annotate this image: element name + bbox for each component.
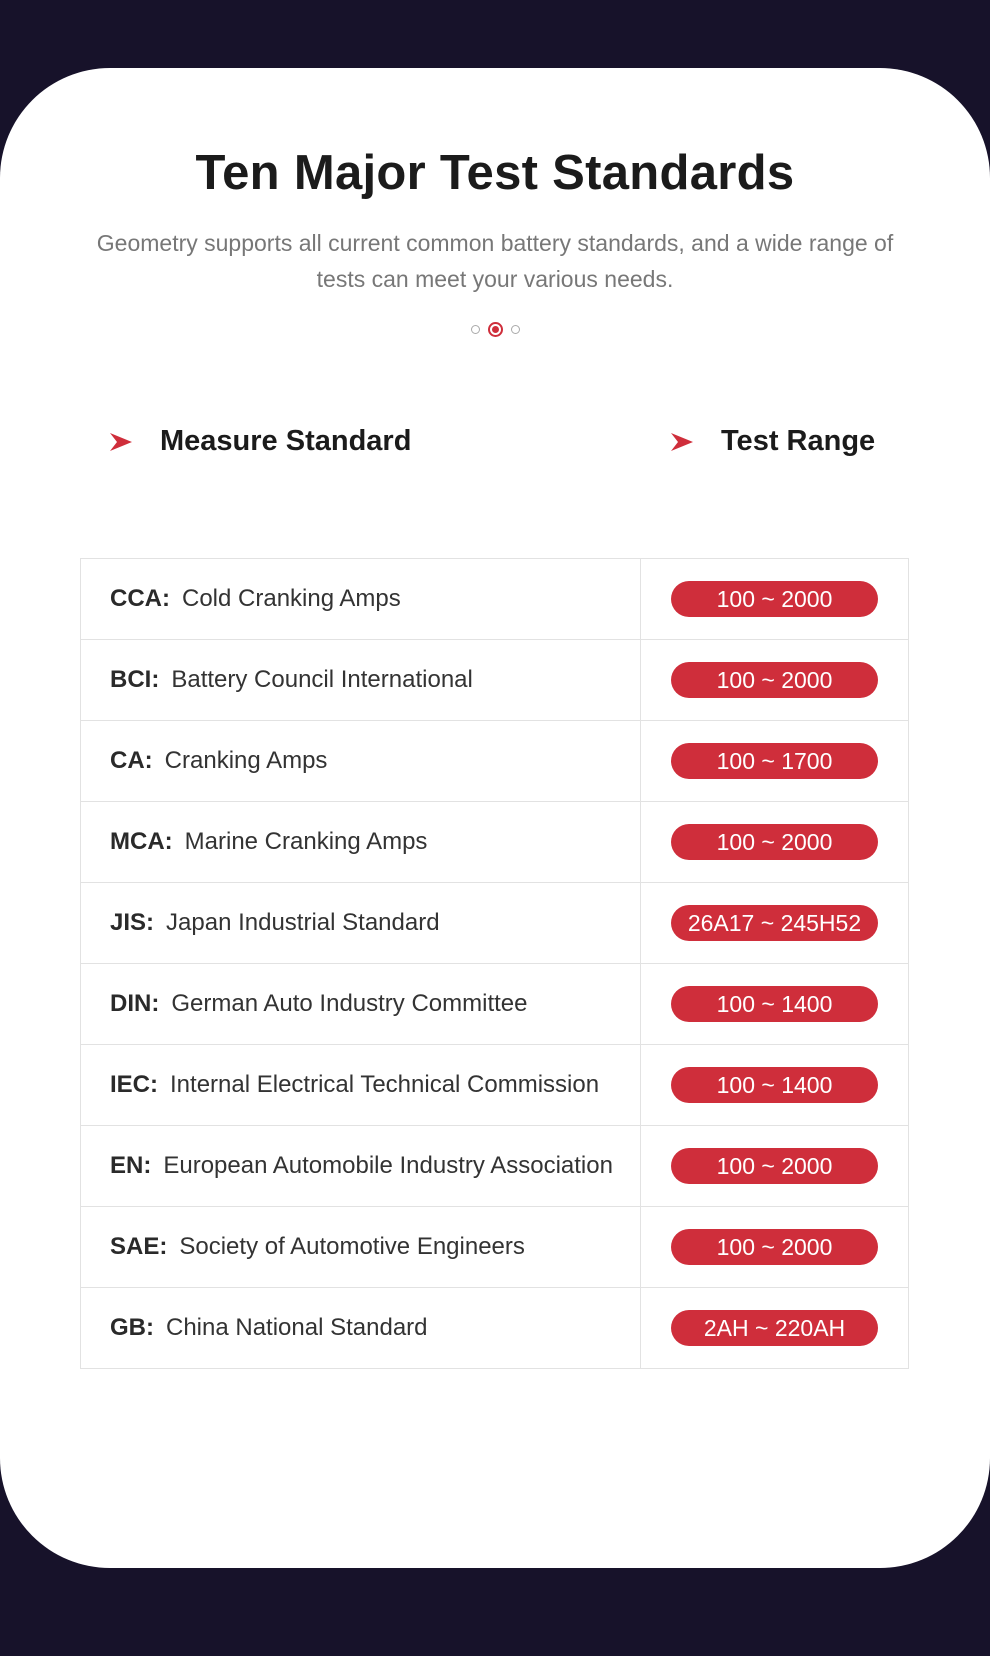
standard-name: China National Standard <box>166 1314 428 1341</box>
standard-abbr: IEC <box>110 1071 151 1098</box>
standard-cell <box>81 721 641 801</box>
range-cell <box>641 721 908 801</box>
standards-table <box>80 558 909 1369</box>
standard-cell <box>81 1288 641 1368</box>
table-row <box>81 1288 908 1368</box>
range-cell <box>641 1045 908 1125</box>
standard-cell <box>81 1045 641 1125</box>
standard-abbr: JIS <box>110 909 147 936</box>
range-badge: 100 ~ 2000 <box>671 1148 878 1184</box>
page-title: Ten Major Test Standards <box>195 146 795 200</box>
standard-cell <box>81 559 641 639</box>
range-cell <box>641 802 908 882</box>
separator: : <box>143 1152 152 1179</box>
table-row <box>81 640 908 721</box>
pagination-dot-3[interactable] <box>511 325 520 334</box>
standard-cell <box>81 640 641 720</box>
range-cell <box>641 1126 908 1206</box>
table-row <box>81 1126 908 1207</box>
standard-abbr: MCA <box>110 828 165 855</box>
range-badge: 100 ~ 2000 <box>671 1229 878 1265</box>
pagination-dot-1[interactable] <box>471 325 480 334</box>
separator: : <box>146 1314 154 1341</box>
standard-name: Internal Electrical Technical Commission <box>170 1071 600 1098</box>
arrow-right-icon <box>110 433 132 451</box>
standard-abbr: CA <box>110 747 145 774</box>
separator: : <box>162 585 170 612</box>
separator: : <box>150 1071 159 1098</box>
range-badge: 100 ~ 2000 <box>671 662 878 698</box>
standard-abbr: EN <box>110 1152 144 1179</box>
column-header-standard-label: Measure Standard <box>160 425 412 457</box>
separator: : <box>146 909 155 936</box>
standard-name: Cold Cranking Amps <box>182 585 401 612</box>
separator: : <box>151 990 160 1017</box>
table-row <box>81 1207 908 1288</box>
table-row <box>81 883 908 964</box>
separator: : <box>151 666 160 693</box>
standard-cell <box>81 1126 641 1206</box>
range-cell <box>641 964 908 1044</box>
column-header-range-label: Test Range <box>721 425 876 457</box>
page-subtitle: Geometry supports all current common battery standards, and a wide range of tests can meet your various needs. <box>96 230 894 292</box>
column-header-standard <box>110 425 411 458</box>
table-row <box>81 559 908 640</box>
standard-abbr: SAE <box>110 1233 160 1260</box>
standard-abbr: GB <box>110 1314 146 1341</box>
range-badge: 100 ~ 2000 <box>671 581 878 617</box>
separator: : <box>164 828 173 855</box>
separator: : <box>144 747 153 774</box>
pagination-dots <box>0 322 990 337</box>
standard-abbr: BCI <box>110 666 152 693</box>
range-cell <box>641 1207 908 1287</box>
table-row <box>81 1045 908 1126</box>
table-row <box>81 802 908 883</box>
separator: : <box>159 1233 168 1260</box>
standard-name: Marine Cranking Amps <box>184 828 428 855</box>
standard-cell <box>81 802 641 882</box>
standard-name: European Automobile Industry Association <box>163 1152 613 1179</box>
standard-name: Japan Industrial Standard <box>166 909 440 936</box>
column-header-range <box>671 425 875 458</box>
standard-name: Society of Automotive Engineers <box>179 1233 525 1260</box>
range-badge: 100 ~ 1400 <box>671 986 878 1022</box>
standard-cell <box>81 883 641 963</box>
range-badge: 100 ~ 2000 <box>671 824 878 860</box>
range-badge: 26A17 ~ 245H52 <box>671 905 878 941</box>
range-badge: 2AH ~ 220AH <box>671 1310 878 1346</box>
range-cell <box>641 640 908 720</box>
range-cell <box>641 559 908 639</box>
standard-abbr: CCA <box>110 585 162 612</box>
standard-name: Battery Council International <box>171 666 473 693</box>
standard-name: German Auto Industry Committee <box>171 990 528 1017</box>
standard-name: Cranking Amps <box>164 747 328 774</box>
pagination-dot-2[interactable] <box>488 322 503 337</box>
table-row <box>81 964 908 1045</box>
standard-cell <box>81 964 641 1044</box>
standard-cell <box>81 1207 641 1287</box>
range-cell <box>641 883 908 963</box>
range-badge: 100 ~ 1400 <box>671 1067 878 1103</box>
table-row <box>81 721 908 802</box>
range-cell <box>641 1288 908 1368</box>
range-badge: 100 ~ 1700 <box>671 743 878 779</box>
standard-abbr: DIN <box>110 990 152 1017</box>
arrow-right-icon <box>671 433 693 451</box>
